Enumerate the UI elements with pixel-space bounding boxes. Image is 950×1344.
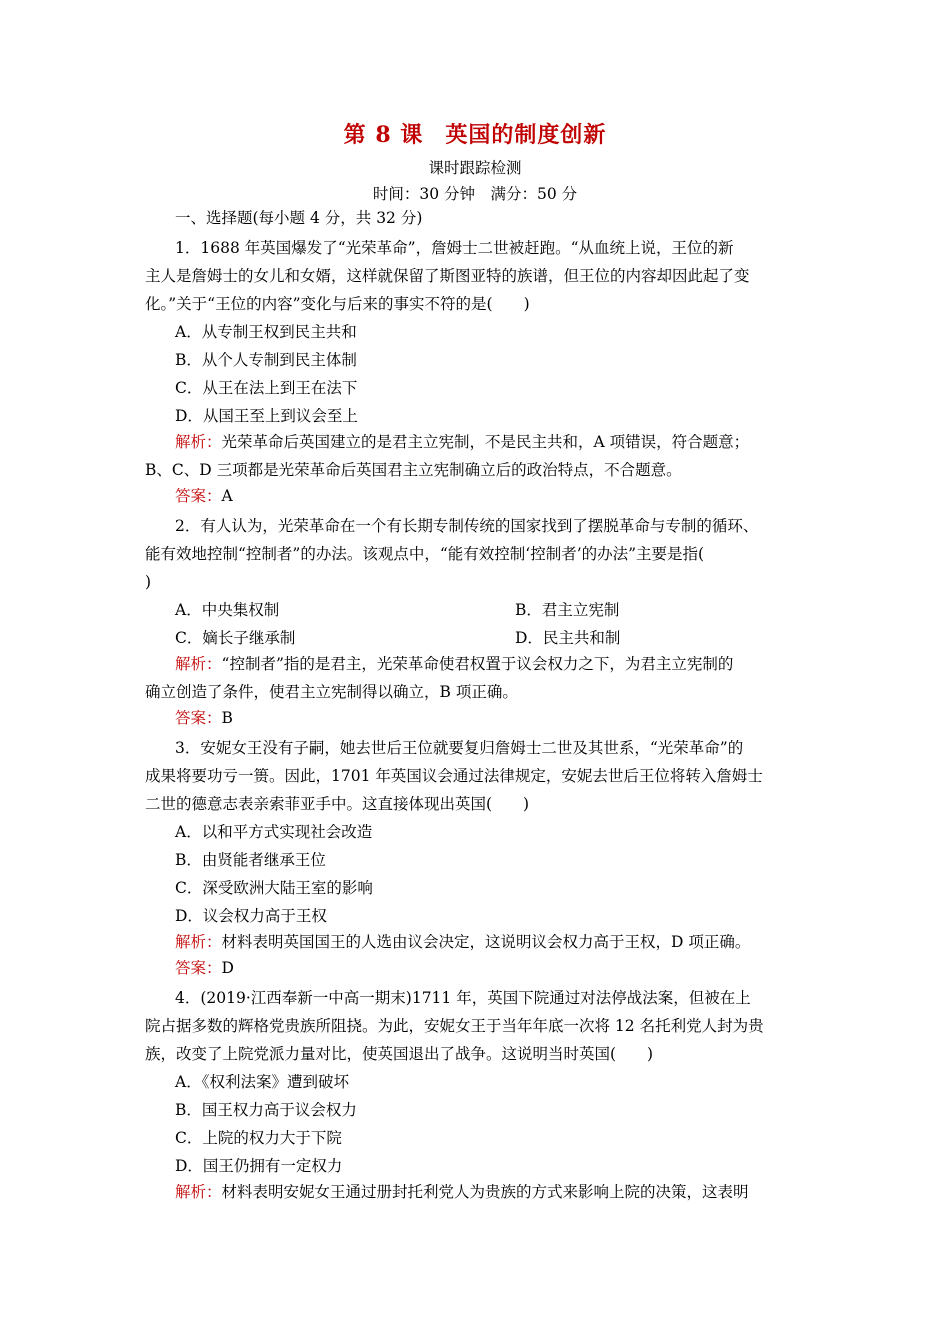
lesson-number: 第 8 课: [343, 122, 424, 148]
q3-answer: 答案：D: [175, 959, 234, 977]
q1-option-a: A．从专制王权到民主共和: [175, 323, 357, 341]
analysis-label: 解析：: [175, 433, 222, 451]
lesson-topic: 英国的制度创新: [445, 122, 607, 148]
q2-answer: 答案：B: [175, 709, 233, 727]
answer-label: 答案：: [175, 487, 222, 505]
analysis-label: 解析：: [175, 655, 222, 673]
answer-label: 答案：: [175, 959, 222, 977]
q2-option-c: C．嫡长子继承制: [175, 629, 296, 647]
q3-option-b: B．由贤能者继承王位: [175, 851, 326, 869]
q1-line-2: 主人是詹姆士的女儿和女婿，这样就保留了斯图亚特的族谱，但王位的内容却因此起了变: [145, 267, 750, 285]
q3-line-2: 成果将要功亏一篑。因此，1701 年英国议会通过法律规定，安妮去世后王位将转入詹姆士: [145, 767, 763, 785]
analysis-label: 解析：: [175, 1183, 222, 1201]
q1-line-1: 1．1688 年英国爆发了“光荣革命”，詹姆士二世被赶跑。“从血统上说，王位的新: [175, 239, 734, 257]
lesson-title: [0, 118, 950, 149]
section-heading: 一、选择题(每小题 4 分，共 32 分): [175, 209, 423, 227]
q1-option-c: C．从王在法上到王在法下: [175, 379, 358, 397]
q1-analysis-line-1: 解析：光荣革命后英国建立的是君主立宪制，不是民主共和，A 项错误，符合题意；: [175, 433, 750, 451]
q3-line-3: 二世的德意志表亲索菲亚手中。这直接体现出英国( ): [145, 795, 530, 813]
q1-line-3: 化。”关于“王位的内容”变化与后来的事实不符的是( ): [145, 295, 530, 313]
time-score: 时间：30 分钟 满分：50 分: [372, 185, 578, 203]
q4-option-b: B．国王权力高于议会权力: [175, 1101, 357, 1119]
q2-analysis-line-2: 确立创造了条件，使君主立宪制得以确立，B 项正确。: [145, 683, 518, 701]
q2-analysis-line-1: 解析：“控制者”指的是君主，光荣革命使君权置于议会权力之下，为君主立宪制的: [175, 655, 734, 673]
q3-option-c: C．深受欧洲大陆王室的影响: [175, 879, 373, 897]
q1-option-b: B．从个人专制到民主体制: [175, 351, 357, 369]
q1-analysis-line-2: B、C、D 三项都是光荣革命后英国君主立宪制确立后的政治特点，不合题意。: [145, 461, 682, 479]
q4-line-1: 4．(2019·江西奉新一中高一期末)1711 年，英国下院通过对法停战法案，但被在上: [175, 989, 751, 1007]
q3-analysis-line-1: 解析：材料表明英国国王的人选由议会决定，这说明议会权力高于王权，D 项正确。: [175, 933, 751, 951]
q1-option-d: D．从国王至上到议会至上: [175, 407, 358, 425]
analysis-label: 解析：: [175, 933, 222, 951]
q3-option-d: D．议会权力高于王权: [175, 907, 327, 925]
subtitle: 课时跟踪检测: [428, 159, 522, 177]
q4-option-a: A．《权利法案》遭到破坏: [175, 1073, 349, 1091]
q4-line-3: 族，改变了上院党派力量对比，使英国退出了战争。这说明当时英国( ): [145, 1045, 654, 1063]
q3-line-1: 3．安妮女王没有子嗣，她去世后王位就要复归詹姆士二世及其世系，“光荣革命”的: [175, 739, 744, 757]
q2-option-b: B．君主立宪制: [515, 601, 620, 619]
answer-label: 答案：: [175, 709, 222, 727]
q1-answer: 答案：A: [175, 487, 233, 505]
q2-line-3: ): [145, 573, 152, 591]
q2-line-1: 2．有人认为，光荣革命在一个有长期专制传统的国家找到了摆脱革命与专制的循环、: [175, 517, 759, 535]
q2-option-d: D．民主共和制: [515, 629, 621, 647]
q4-analysis-line-1: 解析：材料表明安妮女王通过册封托利党人为贵族的方式来影响上院的决策，这表明: [175, 1183, 749, 1201]
q4-line-2: 院占据多数的辉格党贵族所阻挠。为此，安妮女王于当年年底一次将 12 名托利党人封为贵: [145, 1017, 764, 1035]
q3-option-a: A．以和平方式实现社会改造: [175, 823, 373, 841]
q4-option-c: C．上院的权力大于下院: [175, 1129, 342, 1147]
q2-line-2: 能有效地控制“控制者”的办法。该观点中，“能有效控制‘控制者’的办法”主要是指(: [145, 545, 705, 563]
q2-option-a: A．中央集权制: [175, 601, 280, 619]
q4-option-d: D．国王仍拥有一定权力: [175, 1157, 343, 1175]
